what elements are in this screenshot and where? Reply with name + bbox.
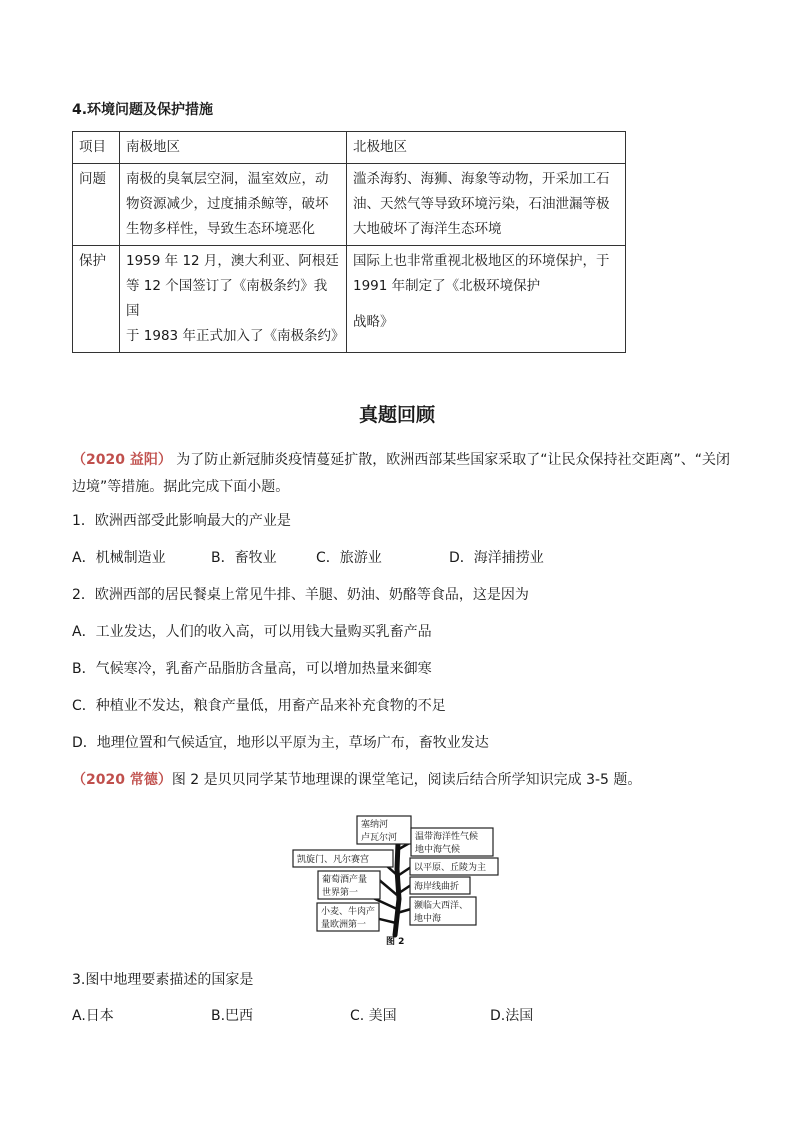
row-label: 问题 [73,164,120,246]
intro-text: 为了防止新冠肺炎疫情蔓延扩散，欧洲西部某些国家采取了“让民众保持社交距离”、“关闭边境”等措施。据此完成下面小题。 [72,452,731,495]
right-label-line: 濒临大西洋、 [414,901,469,911]
option: B．气候寒冷，乳畜产品脂肪含量高，可以增加热量来御寒 [72,661,432,677]
cell-line: 1991 年制定了《北极环境保护 [353,278,541,294]
left-label-line: 卢瓦尔河 [361,833,398,843]
table-row [73,164,626,246]
option: A．工业发达，人们的收入高，可以用钱大量购买乳畜产品 [72,624,432,640]
question-stem: 3.图中地理要素描述的国家是 [72,972,254,988]
option: C. 美国 [350,1008,397,1024]
option: D．海洋捕捞业 [449,550,544,566]
section-heading: 真题回顾 [358,404,435,426]
cell-line: 战略》 [353,314,394,330]
cell-line: 国际上也非常重视北极地区的环境保护，于 [353,253,610,269]
table-row [73,246,626,353]
arctic-cell [347,164,626,246]
option: A．机械制造业 [72,550,166,566]
option: C．旅游业 [316,550,382,566]
cell-line: 1959 年 12 月，澳大利亚、阿根廷 [126,253,339,269]
table-header-cell: 北极地区 [347,132,626,164]
q1-options [0,548,794,568]
question-stem: 2．欧洲西部的居民餐桌上常见牛排、羊腿、奶油、奶酪等食品，这是因为 [72,587,529,603]
source-tag: （2020 常德） [72,772,172,788]
antarctic-cell [120,164,347,246]
left-label-line: 塞纳河 [361,820,389,830]
option: B.巴西 [211,1008,254,1024]
right-label-line: 海岸线曲折 [414,882,460,892]
antarctic-cell [120,246,347,353]
left-label-line: 小麦、牛肉产 [321,907,376,917]
cell-line: 物资源减少，过度捕杀鲸等，破坏 [126,196,329,212]
right-label-line: 温带海洋性气候 [415,832,479,842]
option: A.日本 [72,1008,114,1024]
figure-2 [291,813,503,949]
cell-line: 滥杀海豹、海狮、海象等动物，开采加工石 [353,171,610,187]
cell-line: 于 1983 年正式加入了《南极条约》 [126,328,345,344]
cell-line: 油、天然气等导致环境污染，石油泄漏等极 [353,196,610,212]
q3-options [0,1006,794,1026]
option: C．种植业不发达，粮食产量低，用畜产品来补充食物的不足 [72,698,446,714]
environment-table [72,131,626,353]
left-label-line: 世界第一 [322,888,359,898]
cell-line: 生物多样性，导致生态环境恶化 [126,221,315,237]
question-stem: 1．欧洲西部受此影响最大的产业是 [72,513,291,529]
table-header-cell: 南极地区 [120,132,347,164]
table-header-cell: 项目 [73,132,120,164]
cell-line: 南极的臭氧层空洞，温室效应，动 [126,171,329,187]
tree-branch [399,867,411,875]
right-label-line: 以平原、丘陵为主 [414,863,487,873]
option: D．地理位置和气候适宜，地形以平原为主，草场广布，畜牧业发达 [72,735,489,751]
intro-text: 图 2 是贝贝同学某节地理课的课堂笔记，阅读后结合所学知识完成 3-5 题。 [171,772,642,788]
option: D.法国 [490,1008,534,1024]
arctic-cell [347,246,626,353]
tree-diagram [291,813,503,949]
cell-line: 大地破坏了海洋生态环境 [353,221,502,237]
row-label: 保护 [73,246,120,353]
left-label-line: 葡萄酒产量 [322,875,368,885]
option: B．畜牧业 [211,550,277,566]
figure-caption: 图 2 [386,937,405,947]
right-label-line: 地中海气候 [415,845,461,855]
intro-paragraph-2 [72,770,641,790]
left-label-line: 量欧洲第一 [321,920,367,930]
cell-line: 等 12 个国签订了《南极条约》我国 [126,278,328,319]
intro-paragraph [72,447,736,501]
source-tag: （2020 益阳） [72,452,172,468]
right-label-line: 地中海 [414,914,442,924]
table-header-row [73,132,626,164]
left-label-line: 凯旋门、凡尔赛宫 [297,855,370,865]
section-title: 4.环境问题及保护措施 [72,102,214,118]
